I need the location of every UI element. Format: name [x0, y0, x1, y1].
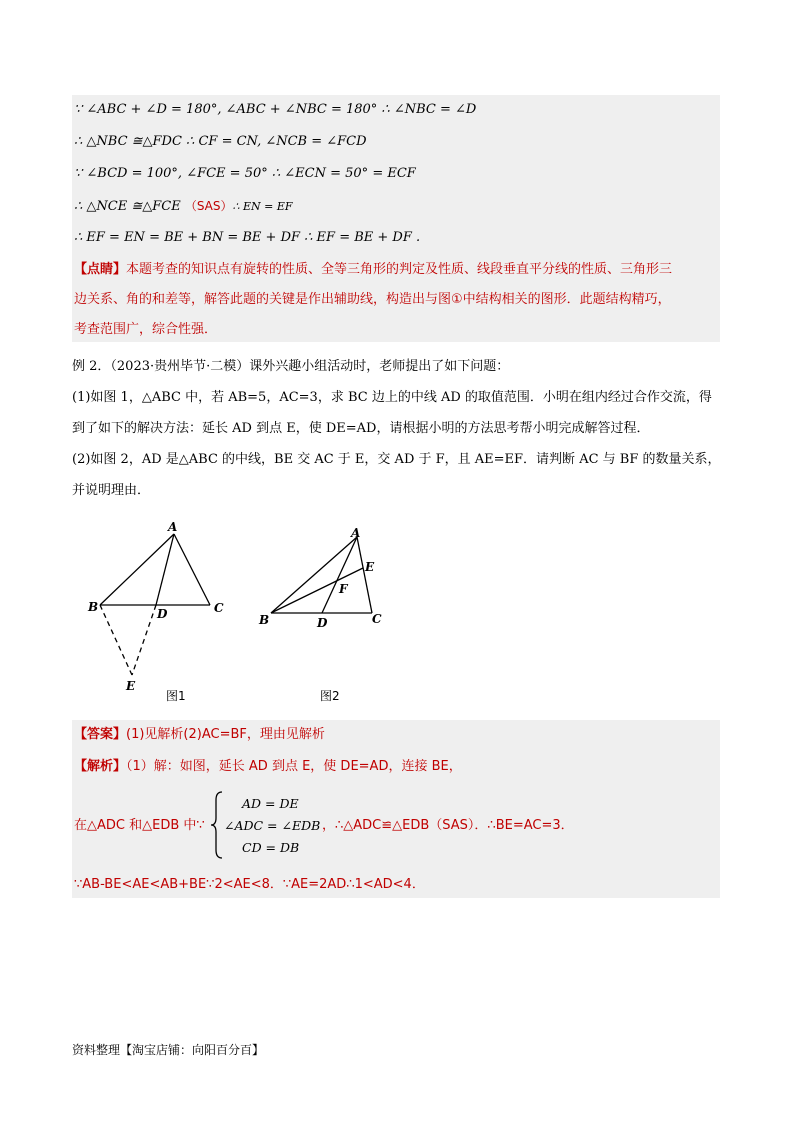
question-2-line-2: 并说明理由． — [72, 483, 151, 498]
answer-label: 【答案】 — [74, 727, 127, 742]
proof-line-5: ∴ EF = EN = BE + BN = BE + DF ∴ EF = BE + DF . — [74, 230, 421, 245]
proof-line-4-c: ∴ EN = EF — [232, 200, 293, 213]
page-footer: 资料整理【淘宝店铺：向阳百分百】 — [72, 1043, 265, 1057]
sas-note: （SAS） — [184, 199, 233, 213]
analysis-label: 【解析】 — [74, 759, 127, 774]
system-eq-1: AD = DE — [242, 796, 299, 811]
fig2-segment-ac — [357, 537, 372, 613]
fig1-segment-de — [132, 605, 156, 675]
fig2-segment-ad — [322, 537, 357, 613]
fig1-label-c: C — [214, 601, 224, 615]
proof-line-4 — [74, 197, 293, 216]
question-1-line-2: 到了如下的解决方法：延长 AD 到点 E，使 DE=AD，请根据小明的方法思考帮小明完成解答过程． — [72, 421, 650, 436]
fig2-label-e: E — [365, 560, 375, 574]
answer-text: (1)见解析(2)AC=BF，理由见解析 — [126, 727, 325, 742]
fig2-label-c: C — [372, 612, 382, 626]
fig1-label-e: E — [126, 679, 136, 693]
figure-1-caption: 图1 — [166, 689, 186, 703]
fig2-label-b: B — [259, 613, 270, 627]
figure-1 — [80, 520, 240, 700]
fig2-segment-ab — [271, 537, 357, 613]
fig2-label-a: A — [351, 526, 361, 540]
fig2-label-d: D — [317, 616, 328, 630]
fig1-label-a: A — [168, 520, 178, 534]
fig1-segment-ad — [156, 534, 174, 605]
fig1-segment-ac — [174, 534, 210, 605]
proof-line-4-a: ∴ △NCE ≅△FCE — [74, 199, 185, 214]
analysis-line — [74, 758, 462, 776]
question-1-line-1: (1)如图 1，△ABC 中，若 AB=5，AC=3，求 BC 边上的中线 AD 的取值范围．小明在组内经过合作交流，得 — [72, 390, 712, 405]
analysis-text: （1）解：如图，延长 AD 到点 E，使 DE=AD，连接 BE， — [126, 759, 462, 774]
proof-line-3: ∵ ∠BCD = 100°, ∠FCE = 50° ∴ ∠ECN = 50° = ECF — [74, 166, 416, 181]
system-brace — [210, 790, 224, 860]
fig1-segment-ab — [100, 534, 174, 605]
answer-box — [72, 720, 720, 898]
tip-line-2: 边关系、角的和差等，解答此题的关键是作出辅助线，构造出与图①中结构相关的图形．此题结构精巧， — [74, 292, 671, 307]
proof-line-2: ∴ △NBC ≅△FDC ∴ CF = CN, ∠NCB = ∠FCD — [74, 134, 367, 149]
question-2-line-1: (2)如图 2，AD 是△ABC 的中线，BE 交 AC 于 E，交 AD 于 F，且 AE=EF．请判断 AC 与 BF 的数量关系， — [72, 452, 721, 467]
tip-label: 【点睛】 — [74, 262, 127, 277]
analysis-last-line: ∵AB-BE<AE<AB+BE∵2<AE<8．∵AE=2AD∴1<AD<4． — [74, 877, 425, 892]
fig2-segment-be — [271, 568, 363, 613]
analysis-prefix: 在△ADC 和△EDB 中∵ — [74, 818, 205, 833]
system-eq-3: CD = DB — [242, 840, 300, 855]
fig1-segment-be — [100, 605, 132, 675]
proof-line-1: ∵ ∠ABC + ∠D = 180°, ∠ABC + ∠NBC = 180° ∴ ∠NBC = ∠D — [74, 102, 477, 117]
tip-line-1 — [74, 261, 672, 279]
tip-text-1: 本题考查的知识点有旋转的性质、全等三角形的判定及性质、线段垂直平分线的性质、三角形三 — [126, 262, 673, 277]
tip-line-3: 考查范围广，综合性强． — [74, 322, 218, 337]
proof-continuation-box — [72, 95, 720, 342]
fig1-label-b: B — [88, 600, 99, 614]
answer-line — [74, 726, 325, 744]
figure-2 — [255, 525, 395, 635]
fig1-label-d: D — [157, 607, 168, 621]
analysis-suffix: ，∴△ADC≌△EDB（SAS）．∴BE=AC=3． — [322, 818, 574, 833]
fig2-label-f: F — [339, 582, 348, 596]
figure-2-caption: 图2 — [320, 689, 340, 703]
system-eq-2: ∠ADC = ∠EDB — [224, 818, 321, 833]
example-title: 例 2．（2023·贵州毕节·二模）课外兴趣小组活动时，老师提出了如下问题： — [72, 359, 510, 374]
